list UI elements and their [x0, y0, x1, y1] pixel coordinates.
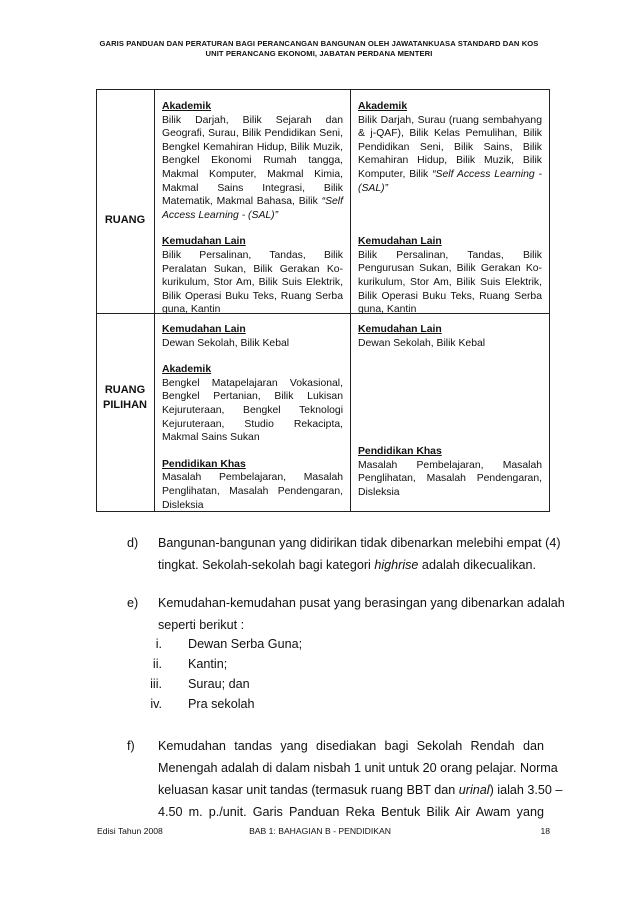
page-number: 18 [540, 826, 550, 836]
row2-right-cell [358, 323, 542, 350]
row-label-ruang: RUANG [104, 214, 146, 226]
akademik-list: Bilik Darjah, Surau (ruang sembahyang & j-QAF), Bilik Kelas Pemulihan, Bilik Pendidikan Seni, Bilik Sains, Bilik Kemahiran Hidup, Bilik Muzik, Bilik Komputer, Bilik “Self Access Learning - (SAL)” [358, 114, 542, 194]
item-f-text [158, 735, 563, 823]
table-border-left [96, 89, 97, 512]
item-d-line-2: tingkat. Sekolah-sekolah bagi kategori highrise adalah dikecualikan. [158, 558, 537, 572]
running-header-line-2: UNIT PERANCANG EKONOMI, JABATAN PERDANA MENTERI [205, 49, 433, 58]
item-f-line-1: Kemudahan tandas yang disediakan bagi Sekolah Rendah dan [158, 739, 544, 753]
row-label-ruang-pilihan: RUANG PILIHAN [103, 384, 147, 411]
pendidikan-khas-list: Masalah Pembelajaran, Masalah Penglihatan, Masalah Pendengaran, Disleksia [162, 472, 343, 511]
kemudahan-lain-list: Bilik Persalinan, Tandas, Bilik Pengurusan Sukan, Bilik Gerakan Ko-kurikulum, Stor Am, Bilik Suis Elektrik, Bilik Operasi Buku Teks, Ruang Serba guna, Kantin [358, 249, 542, 316]
heading-kemudahan-lain: Kemudahan Lain [358, 236, 442, 248]
table-border-top [96, 89, 550, 90]
kemudahan-lain-list: Dewan Sekolah, Bilik Kebal [358, 337, 486, 349]
item-d-text [158, 532, 561, 576]
footer-edition: Edisi Tahun 2008 [97, 826, 163, 836]
heading-kemudahan-lain: Kemudahan Lain [162, 236, 246, 248]
item-e-line-2: seperti berikut : [158, 618, 245, 632]
running-header-line-1: GARIS PANDUAN DAN PERATURAN BAGI PERANCANGAN BANGUNAN OLEH JAWATANKUASA STANDARD DAN KOS [99, 39, 539, 48]
table-column-divider-1 [154, 89, 155, 512]
item-f-line-2: Menengah adalah di dalam nisbah 1 unit untuk 20 orang pelajar. Norma [158, 761, 558, 775]
heading-akademik: Akademik [162, 101, 212, 112]
heading-pendidikan-khas: Pendidikan Khas [162, 458, 246, 470]
item-label-d: d) [127, 536, 139, 550]
table-column-divider-2 [350, 89, 351, 512]
heading-akademik: Akademik [358, 101, 408, 112]
heading-kemudahan-lain: Kemudahan Lain [162, 324, 246, 335]
pendidikan-khas-list: Masalah Pembelajaran, Masalah Penglihatan, Masalah Pendengaran, Disleksia [358, 459, 542, 498]
item-f-line-4: 4.50 m. p./unit. Garis Panduan Reka Bentuk Bilik Air Awam yang [158, 805, 544, 819]
item-f-line-3: keluasan kasar unit tandas (termasuk ruang BBT dan urinal) ialah 3.50 – [158, 783, 563, 797]
item-label-e: e) [127, 596, 139, 610]
row1-right-cell [358, 100, 542, 317]
row1-left-cell [162, 100, 343, 317]
item-d-line-1: Bangunan-bangunan yang didirikan tidak dibenarkan melebihi empat (4) [158, 536, 561, 550]
item-label-f: f) [127, 739, 135, 753]
heading-akademik: Akademik [162, 364, 212, 376]
facilities-table [96, 89, 550, 512]
akademik-list: Bengkel Matapelajaran Vokasional, Bengkel Pertanian, Bilik Lukisan Kejuruteraan, Bengkel Teknologi Kejuruteraan, Studio Rekacipta, Makmal Sains Sukan [162, 377, 343, 444]
kemudahan-lain-list: Dewan Sekolah, Bilik Kebal [162, 337, 290, 349]
table-border-right [549, 89, 550, 512]
akademik-list: Bilik Darjah, Bilik Sejarah dan Geografi, Surau, Bilik Pendidikan Seni, Bengkel Kemahiran Hidup, Bilik Muzik, Bengkel Ekonomi Rumah tangga, Makmal Komputer, Makmal Kimia, Makmal Sains Integrasi, Bilik Matematik, Makmal Bahasa, Bilik “Self Access Learning - (SAL)” [162, 114, 344, 221]
row2-right-cell-khas [358, 445, 542, 499]
item-e-line-1: Kemudahan-kemudahan pusat yang berasingan yang dibenarkan adalah [158, 596, 565, 610]
kemudahan-lain-list: Bilik Persalinan, Tandas, Bilik Peralatan Sukan, Bilik Gerakan Ko-kurikulum, Stor Am, Bilik Suis Elektrik, Bilik Operasi Buku Teks, Ruang Serba guna, Kantin [162, 249, 343, 316]
footer-chapter: BAB 1: BAHAGIAN B - PENDIDIKAN [249, 826, 391, 836]
row2-left-cell [162, 323, 343, 512]
heading-pendidikan-khas: Pendidikan Khas [358, 446, 442, 457]
heading-kemudahan-lain: Kemudahan Lain [358, 324, 442, 335]
item-e-text [158, 592, 565, 636]
